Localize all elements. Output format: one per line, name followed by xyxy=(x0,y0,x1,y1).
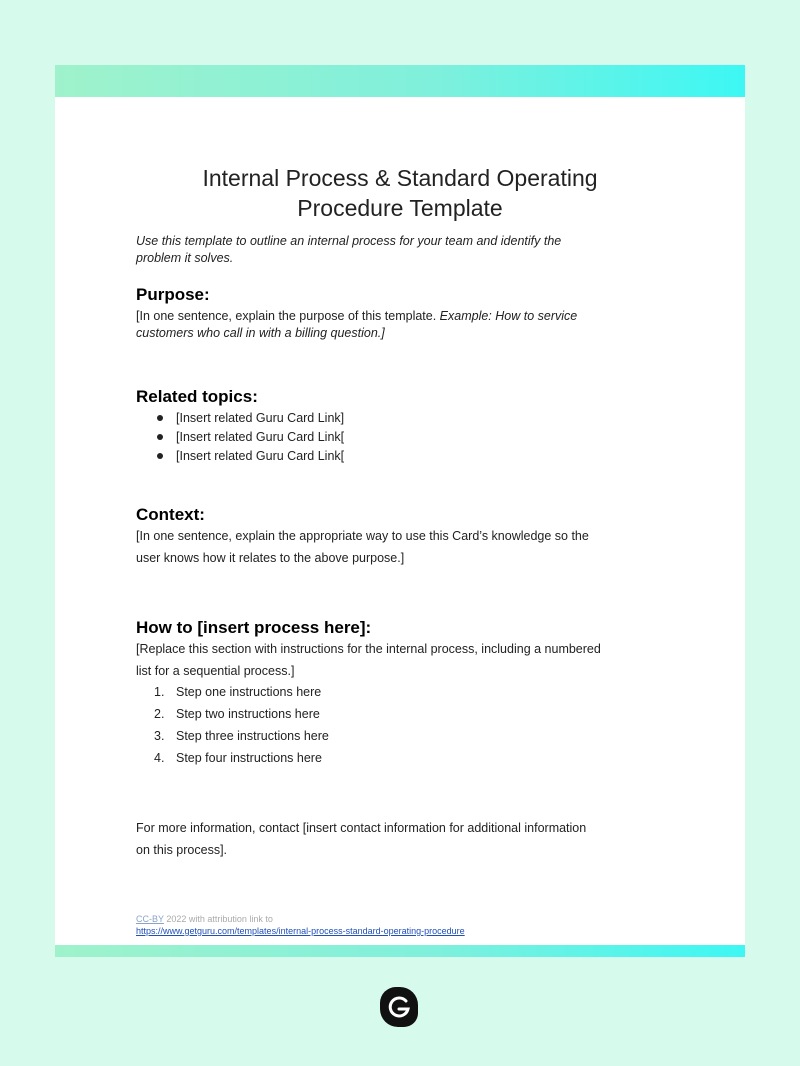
attribution-text: 2022 with attribution link to xyxy=(163,914,273,924)
related-link-label: [Insert related Guru Card Link[ xyxy=(176,449,345,463)
document-page xyxy=(55,65,745,957)
step-number: 3. xyxy=(154,729,165,743)
related-link-label: [Insert related Guru Card Link] xyxy=(176,411,345,425)
header-accent-bar xyxy=(55,65,745,97)
context-heading: Context: xyxy=(136,505,205,524)
how-to-heading: How to [insert process here]: xyxy=(136,618,372,637)
page-title xyxy=(75,163,725,223)
cc-by-link[interactable]: CC-BY xyxy=(136,914,164,924)
purpose-example: Example: How to service xyxy=(439,309,578,323)
process-steps-list xyxy=(136,681,329,769)
list-item xyxy=(136,725,329,747)
how-to-line-2: list for a sequential process.] xyxy=(136,664,295,678)
contact-line-1: For more information, contact [insert contact information for additional information xyxy=(136,821,587,835)
context-line-2: user knows how it relates to the above purpose.] xyxy=(136,551,405,565)
how-to-text xyxy=(136,638,676,682)
title-line-1: Internal Process & Standard Operating xyxy=(202,165,598,191)
list-item xyxy=(136,747,329,769)
step-text: Step four instructions here xyxy=(176,751,322,765)
footer-accent-bar xyxy=(55,945,745,957)
purpose-example-cont: customers who call in with a billing question.] xyxy=(136,326,385,340)
bullet-icon xyxy=(157,415,163,421)
step-number: 2. xyxy=(154,707,165,721)
list-item xyxy=(136,703,329,725)
purpose-text xyxy=(136,308,676,342)
related-topics-heading: Related topics: xyxy=(136,387,258,406)
attribution-note xyxy=(136,913,465,937)
intro-line-2: problem it solves. xyxy=(136,251,234,265)
title-line-2: Procedure Template xyxy=(297,195,503,221)
step-number: 1. xyxy=(154,685,165,699)
list-item xyxy=(136,681,329,703)
purpose-heading: Purpose: xyxy=(136,285,210,304)
step-text: Step one instructions here xyxy=(176,685,322,699)
bullet-icon xyxy=(157,453,163,459)
step-number: 4. xyxy=(154,751,165,765)
step-text: Step two instructions here xyxy=(176,707,320,721)
bullet-icon xyxy=(157,434,163,440)
intro-text xyxy=(136,233,656,267)
related-topics-list xyxy=(136,409,344,466)
purpose-line-2 xyxy=(136,325,676,342)
intro-line-1: Use this template to outline an internal process for your team and identify the xyxy=(136,234,562,248)
how-to-line-1: [Replace this section with instructions for the internal process, including a numbered xyxy=(136,642,601,656)
context-line-1: [In one sentence, explain the appropriate way to use this Card’s knowledge so the xyxy=(136,529,589,543)
guru-logo-icon xyxy=(380,987,418,1027)
related-link-label: [Insert related Guru Card Link[ xyxy=(176,430,345,444)
attribution-line xyxy=(136,913,465,925)
attribution-url-link[interactable]: https://www.getguru.com/templates/internal-process-standard-operating-procedure xyxy=(136,926,465,936)
guru-logo-glyph-icon xyxy=(380,987,418,1027)
step-text: Step three instructions here xyxy=(176,729,329,743)
purpose-plain: [In one sentence, explain the purpose of this template. xyxy=(136,309,440,323)
list-item xyxy=(136,447,344,466)
list-item xyxy=(136,428,344,447)
list-item xyxy=(136,409,344,428)
context-text xyxy=(136,525,676,569)
contact-text xyxy=(136,817,676,861)
contact-line-2: on this process]. xyxy=(136,843,228,857)
purpose-line-1 xyxy=(136,308,676,325)
